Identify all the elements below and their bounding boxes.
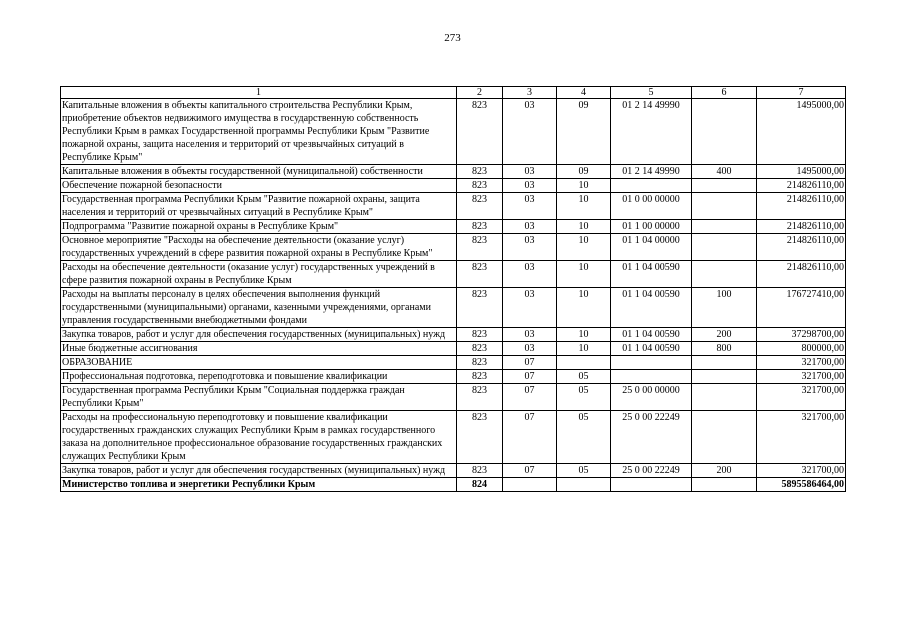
row-code-cell: 823 [457,220,503,234]
row-amount-cell: 214826110,00 [757,220,846,234]
budget-table [60,86,846,492]
row-code-cell: 03 [503,165,557,179]
table-row [61,478,846,492]
row-code-cell: 823 [457,234,503,261]
row-code-cell: 10 [557,193,611,220]
row-code-cell: 01 2 14 49990 [611,99,692,165]
row-code-cell [692,411,757,464]
row-code-cell: 823 [457,288,503,328]
row-name-cell: Иные бюджетные ассигнования [61,342,457,356]
row-code-cell [692,99,757,165]
row-code-cell: 800 [692,342,757,356]
row-code-cell [692,179,757,193]
row-code-cell [692,478,757,492]
row-code-cell [692,370,757,384]
row-code-cell [692,356,757,370]
row-name-cell: Капитальные вложения в объекты государственной (муниципальной) собственности [61,165,457,179]
table-row [61,179,846,193]
row-name-cell: Расходы на профессиональную переподготовку и повышение квалификации государственных гражданских служащих Республики Крым в рамках государственного заказа на дополнительное профессиональное образование государственных гражданских служащих Республики Крым [61,411,457,464]
row-code-cell: 823 [457,261,503,288]
table-header-row [61,87,846,99]
row-code-cell: 09 [557,99,611,165]
row-code-cell [557,478,611,492]
row-code-cell: 03 [503,328,557,342]
header-cell: 5 [611,87,692,99]
header-cell: 6 [692,87,757,99]
row-name-cell: Обеспечение пожарной безопасности [61,179,457,193]
header-cell: 2 [457,87,503,99]
row-code-cell: 07 [503,384,557,411]
row-amount-cell: 800000,00 [757,342,846,356]
table-row [61,356,846,370]
row-amount-cell: 5895586464,00 [757,478,846,492]
row-code-cell: 03 [503,179,557,193]
row-amount-cell: 1495000,00 [757,165,846,179]
row-code-cell: 05 [557,384,611,411]
row-code-cell: 10 [557,342,611,356]
row-code-cell: 01 1 04 00590 [611,342,692,356]
row-code-cell: 823 [457,179,503,193]
row-code-cell: 03 [503,99,557,165]
table-row [61,165,846,179]
row-code-cell: 10 [557,288,611,328]
table-row [61,342,846,356]
row-code-cell [692,234,757,261]
table-row [61,384,846,411]
row-code-cell: 07 [503,411,557,464]
row-code-cell: 823 [457,99,503,165]
row-code-cell: 823 [457,165,503,179]
table-row [61,193,846,220]
row-code-cell [611,179,692,193]
table-row [61,220,846,234]
row-name-cell: Капитальные вложения в объекты капитального строительства Республики Крым, приобретение объектов недвижимого имущества в государственную собственность Республики Крым в рамках Государственной программы Республики Крым "Развитие пожарной охраны, защита населения и территорий от чрезвычайных ситуаций в Республике Крым" [61,99,457,165]
row-code-cell: 823 [457,370,503,384]
row-code-cell: 10 [557,261,611,288]
row-amount-cell: 176727410,00 [757,288,846,328]
row-amount-cell: 214826110,00 [757,179,846,193]
row-code-cell [692,384,757,411]
row-code-cell: 10 [557,220,611,234]
row-code-cell: 07 [503,464,557,478]
row-code-cell: 01 1 04 00590 [611,328,692,342]
row-code-cell: 10 [557,328,611,342]
row-code-cell [692,261,757,288]
row-code-cell: 823 [457,464,503,478]
row-amount-cell: 37298700,00 [757,328,846,342]
row-code-cell: 100 [692,288,757,328]
row-code-cell: 823 [457,411,503,464]
row-code-cell: 01 0 00 00000 [611,193,692,220]
row-amount-cell: 321700,00 [757,356,846,370]
row-code-cell: 03 [503,193,557,220]
row-name-cell: Государственная программа Республики Крым "Социальная поддержка граждан Республики Крым" [61,384,457,411]
table-row [61,464,846,478]
row-name-cell: Расходы на обеспечение деятельности (оказание услуг) государственных учреждений в сфере развития пожарной охраны в Республике Крым [61,261,457,288]
row-code-cell: 01 1 04 00590 [611,288,692,328]
header-cell: 7 [757,87,846,99]
row-code-cell: 01 1 00 00000 [611,220,692,234]
row-code-cell: 10 [557,179,611,193]
row-amount-cell: 214826110,00 [757,261,846,288]
row-name-cell: Государственная программа Республики Крым "Развитие пожарной охраны, защита населения и территорий от чрезвычайных ситуаций в Республике Крым" [61,193,457,220]
row-code-cell: 25 0 00 00000 [611,384,692,411]
row-code-cell [692,220,757,234]
row-code-cell: 07 [503,370,557,384]
row-code-cell: 05 [557,370,611,384]
row-code-cell: 200 [692,464,757,478]
row-code-cell: 09 [557,165,611,179]
row-code-cell: 05 [557,464,611,478]
row-code-cell: 01 1 04 00000 [611,234,692,261]
row-name-cell: Расходы на выплаты персоналу в целях обеспечения выполнения функций государственными (муниципальными) органами, казенными учреждениями, органами управления государственными внебюджетными фондами [61,288,457,328]
row-code-cell [611,478,692,492]
row-name-cell: Закупка товаров, работ и услуг для обеспечения государственных (муниципальных) нужд [61,328,457,342]
row-name-cell: Министерство топлива и энергетики Республики Крым [61,478,457,492]
row-code-cell: 823 [457,384,503,411]
row-code-cell: 03 [503,342,557,356]
row-code-cell: 823 [457,342,503,356]
row-code-cell: 823 [457,193,503,220]
row-name-cell: Закупка товаров, работ и услуг для обеспечения государственных (муниципальных) нужд [61,464,457,478]
row-code-cell: 03 [503,220,557,234]
row-code-cell: 03 [503,234,557,261]
row-code-cell: 824 [457,478,503,492]
row-amount-cell: 321700,00 [757,370,846,384]
row-code-cell: 400 [692,165,757,179]
row-amount-cell: 321700,00 [757,464,846,478]
table-row [61,370,846,384]
row-amount-cell: 1495000,00 [757,99,846,165]
row-code-cell: 07 [503,356,557,370]
row-code-cell: 200 [692,328,757,342]
row-code-cell: 823 [457,328,503,342]
row-code-cell: 03 [503,261,557,288]
row-code-cell [611,356,692,370]
row-amount-cell: 214826110,00 [757,193,846,220]
row-code-cell: 25 0 00 22249 [611,464,692,478]
page-number: 273 [444,32,461,44]
row-amount-cell: 214826110,00 [757,234,846,261]
table-row [61,261,846,288]
row-code-cell [692,193,757,220]
row-code-cell: 05 [557,411,611,464]
table-row [61,234,846,261]
header-cell: 3 [503,87,557,99]
row-name-cell: ОБРАЗОВАНИЕ [61,356,457,370]
row-name-cell: Основное мероприятие "Расходы на обеспечение деятельности (оказание услуг) государственных учреждений в сфере развития пожарной охраны в Республике Крым" [61,234,457,261]
row-amount-cell: 321700,00 [757,411,846,464]
row-code-cell: 03 [503,288,557,328]
row-code-cell: 10 [557,234,611,261]
table-row [61,288,846,328]
table-row [61,99,846,165]
table-row [61,411,846,464]
row-code-cell: 01 1 04 00590 [611,261,692,288]
row-code-cell: 01 2 14 49990 [611,165,692,179]
row-code-cell: 823 [457,356,503,370]
table-row [61,328,846,342]
row-code-cell [503,478,557,492]
row-code-cell: 25 0 00 22249 [611,411,692,464]
row-code-cell [611,370,692,384]
row-name-cell: Подпрограмма "Развитие пожарной охраны в Республике Крым" [61,220,457,234]
header-cell: 1 [61,87,457,99]
row-amount-cell: 321700,00 [757,384,846,411]
header-cell: 4 [557,87,611,99]
row-code-cell [557,356,611,370]
row-name-cell: Профессиональная подготовка, переподготовка и повышение квалификации [61,370,457,384]
